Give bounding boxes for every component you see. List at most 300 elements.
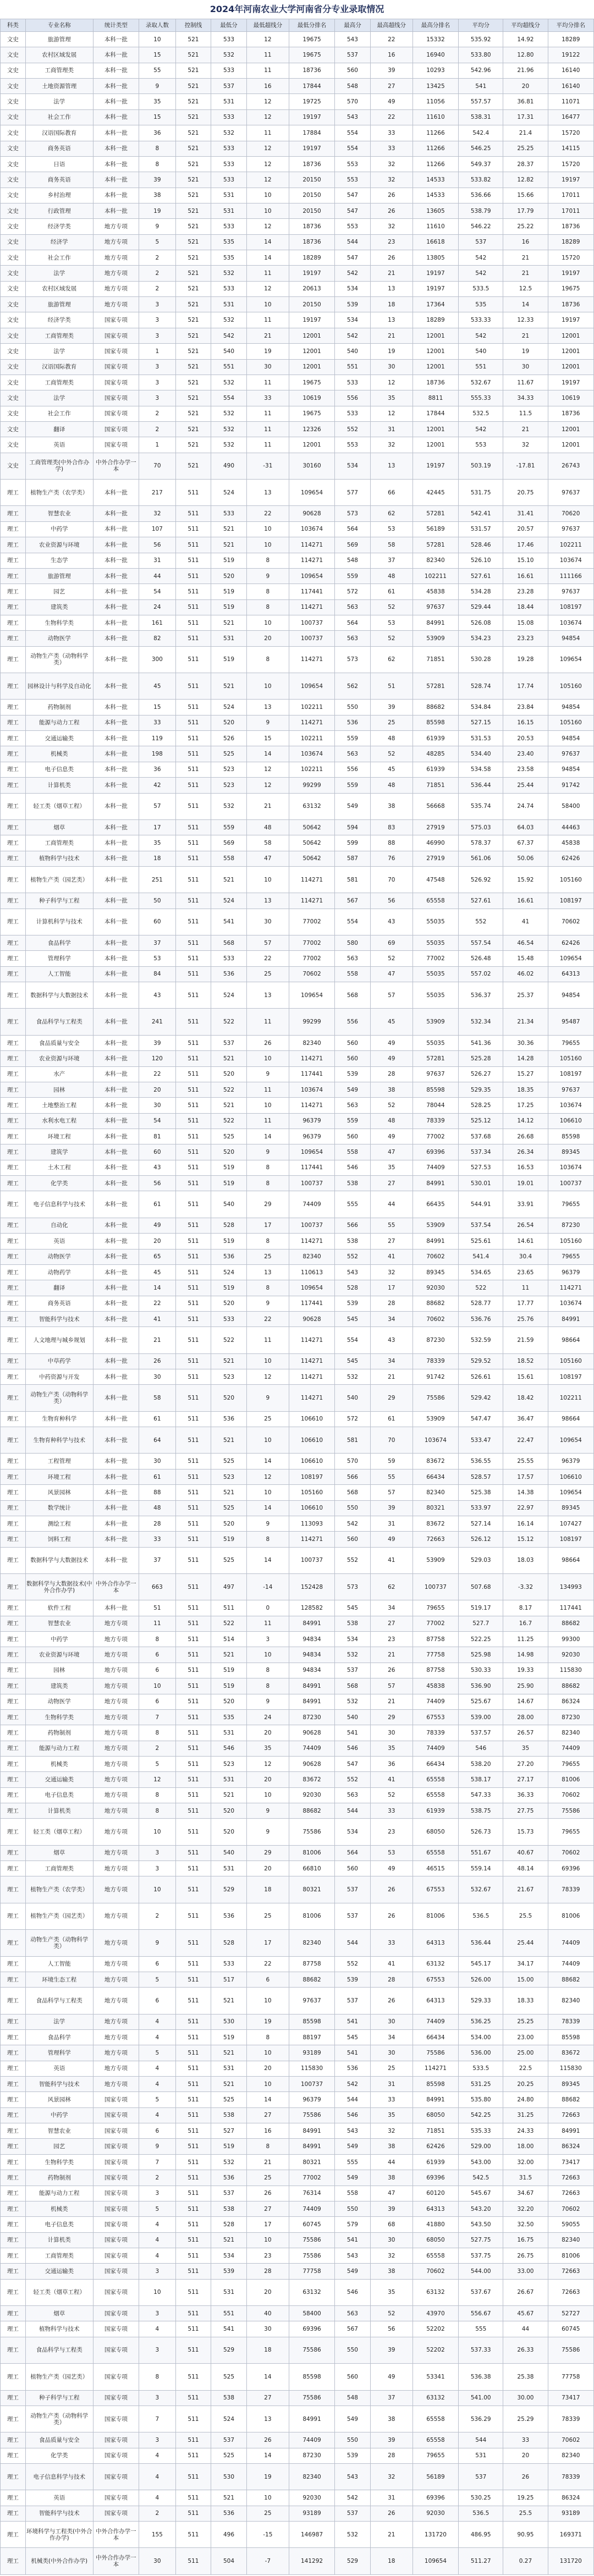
table-cell: 环境工程 bbox=[25, 1129, 93, 1144]
table-cell: 本科一批 bbox=[93, 909, 139, 935]
table-cell: 525.12 bbox=[459, 1113, 503, 1129]
table-cell: 543 bbox=[335, 2248, 371, 2264]
table-cell: 552 bbox=[335, 1547, 371, 1573]
table-cell: 511 bbox=[175, 584, 211, 599]
table-cell: 548 bbox=[335, 2390, 371, 2406]
table-cell: 地方专项 bbox=[93, 1647, 139, 1663]
table-cell: 511 bbox=[175, 1264, 211, 1280]
table-cell: 14 bbox=[246, 2448, 289, 2463]
table-cell: 538 bbox=[211, 2107, 247, 2123]
table-cell: 38 bbox=[370, 2170, 413, 2186]
table-cell: 本科一批 bbox=[93, 1009, 139, 1035]
table-cell: 11.25 bbox=[503, 1632, 548, 1647]
table-cell: 22 bbox=[139, 1066, 176, 1082]
table-cell: 67553 bbox=[413, 1876, 458, 1903]
table-cell: 57 bbox=[370, 1678, 413, 1694]
table-cell: 55035 bbox=[413, 982, 458, 1009]
table-cell: 44 bbox=[139, 568, 176, 584]
table-row bbox=[1, 1454, 594, 1469]
table-cell: 525 bbox=[211, 2092, 247, 2107]
table-cell: 544.00 bbox=[459, 2264, 503, 2279]
table-cell: 58 bbox=[370, 537, 413, 553]
table-cell: 511 bbox=[175, 2217, 211, 2232]
table-cell: 理工 bbox=[1, 1353, 26, 1369]
table-cell: 511 bbox=[175, 1234, 211, 1249]
table-cell: 中外合作办学一本 bbox=[93, 2548, 139, 2574]
table-row bbox=[1, 935, 594, 951]
table-cell: 本科一批 bbox=[93, 966, 139, 982]
table-cell: 15 bbox=[139, 47, 176, 63]
table-cell: 11 bbox=[246, 1113, 289, 1129]
table-cell: 115830 bbox=[548, 2061, 593, 2076]
table-cell: 82340 bbox=[289, 1249, 334, 1264]
table-row bbox=[1, 2490, 594, 2506]
table-cell: 511 bbox=[175, 1191, 211, 1218]
table-cell: 141292 bbox=[289, 2548, 334, 2574]
table-cell: 8 bbox=[139, 141, 176, 156]
table-cell: 529 bbox=[335, 2548, 371, 2574]
table-cell: 4 bbox=[139, 2463, 176, 2490]
table-cell: 21 bbox=[370, 266, 413, 281]
table-cell: 109654 bbox=[548, 1427, 593, 1454]
table-cell: 569 bbox=[335, 537, 371, 553]
table-cell: 511 bbox=[175, 1678, 211, 1694]
table-cell: 14 bbox=[246, 1454, 289, 1469]
table-cell: 89345 bbox=[548, 2077, 593, 2092]
table-cell: 532.5 bbox=[459, 406, 503, 421]
column-header: 平均分排名 bbox=[548, 19, 593, 32]
table-cell: 511 bbox=[175, 1427, 211, 1454]
table-row bbox=[1, 2390, 594, 2406]
table-row bbox=[1, 2321, 594, 2337]
table-cell: 45.67 bbox=[503, 2306, 548, 2321]
table-cell: 114271 bbox=[413, 2061, 458, 2076]
table-cell: 14 bbox=[246, 746, 289, 762]
table-cell: 理工 bbox=[1, 1454, 26, 1469]
table-cell: 526.27 bbox=[459, 1066, 503, 1082]
table-cell: 511 bbox=[175, 2321, 211, 2337]
table-cell: 70602 bbox=[548, 909, 593, 935]
table-cell: 农业资源与环境 bbox=[25, 1051, 93, 1066]
table-cell: -31 bbox=[246, 453, 289, 479]
table-row bbox=[1, 2406, 594, 2432]
table-cell: 本科一批 bbox=[93, 1411, 139, 1427]
table-cell: 26 bbox=[370, 1876, 413, 1903]
table-cell: 交通运输类 bbox=[25, 1772, 93, 1787]
table-cell: 人工智能 bbox=[25, 1956, 93, 1972]
table-cell: 521 bbox=[175, 453, 211, 479]
table-cell: 数据科学与大数据技术 bbox=[25, 1547, 93, 1573]
table-cell: 35 bbox=[139, 94, 176, 109]
table-cell: 45 bbox=[370, 762, 413, 777]
table-cell: 10 bbox=[246, 1988, 289, 2014]
table-cell: 53909 bbox=[413, 1547, 458, 1573]
table-cell: 532 bbox=[335, 1369, 371, 1385]
table-cell: 107427 bbox=[548, 1516, 593, 1531]
table-cell: 568 bbox=[335, 982, 371, 1009]
table-cell: 531 bbox=[459, 2448, 503, 2463]
table-cell: 21 bbox=[503, 421, 548, 437]
table-cell: 13 bbox=[370, 312, 413, 328]
table-cell: 4 bbox=[139, 2321, 176, 2337]
table-cell: 87758 bbox=[413, 1663, 458, 1678]
table-cell: 60745 bbox=[548, 2321, 593, 2337]
table-cell: 131720 bbox=[548, 2548, 593, 2574]
table-cell: 数据科学与大数据技术 bbox=[25, 982, 93, 1009]
table-cell: 地方专项 bbox=[93, 1876, 139, 1903]
table-cell: 理工 bbox=[1, 1600, 26, 1616]
table-cell: 28 bbox=[370, 1972, 413, 1987]
table-cell: 75586 bbox=[413, 1385, 458, 1411]
table-cell: 机械类 bbox=[25, 746, 93, 762]
table-cell: 490 bbox=[211, 453, 247, 479]
table-cell: 535.92 bbox=[459, 32, 503, 47]
table-cell: 4 bbox=[139, 2014, 176, 2029]
table-row bbox=[1, 2045, 594, 2061]
table-cell: 511 bbox=[175, 1725, 211, 1741]
table-cell: 环境工程 bbox=[25, 1469, 93, 1484]
table-cell: 经济学类 bbox=[25, 312, 93, 328]
table-cell: 99299 bbox=[289, 778, 334, 793]
table-cell: 本科一批 bbox=[93, 141, 139, 156]
table-cell: 24 bbox=[246, 1709, 289, 1725]
table-cell: 96379 bbox=[548, 1264, 593, 1280]
table-cell: 106610 bbox=[289, 1454, 334, 1469]
table-cell: 45 bbox=[370, 1009, 413, 1035]
table-cell: 534 bbox=[211, 2248, 247, 2264]
table-cell: 511 bbox=[175, 2170, 211, 2186]
table-cell: 理工 bbox=[1, 1876, 26, 1903]
column-header: 专业名称 bbox=[25, 19, 93, 32]
table-cell: 能源与动力工程 bbox=[25, 1741, 93, 1756]
table-cell: 地方专项 bbox=[93, 1632, 139, 1647]
table-cell: 社会工作 bbox=[25, 250, 93, 266]
table-row bbox=[1, 951, 594, 966]
table-cell: 521 bbox=[211, 2232, 247, 2248]
table-cell: 法学 bbox=[25, 2014, 93, 2029]
table-cell: 44 bbox=[370, 1191, 413, 1218]
table-cell: 547 bbox=[335, 1756, 371, 1771]
table-cell: 22 bbox=[246, 506, 289, 521]
table-cell: 511 bbox=[175, 1532, 211, 1547]
table-cell: 27919 bbox=[413, 819, 458, 835]
table-cell: 45838 bbox=[413, 584, 458, 599]
table-cell: 570 bbox=[335, 1454, 371, 1469]
table-cell: 568 bbox=[211, 935, 247, 951]
table-cell: 本科一批 bbox=[93, 746, 139, 762]
table-cell: 地方专项 bbox=[93, 2077, 139, 2092]
table-cell: 75586 bbox=[289, 2390, 334, 2406]
table-cell: 92030 bbox=[413, 2506, 458, 2521]
table-cell: 558 bbox=[335, 2186, 371, 2201]
table-row bbox=[1, 2201, 594, 2216]
table-cell: 理工 bbox=[1, 1411, 26, 1427]
table-cell: 14.28 bbox=[503, 1051, 548, 1066]
table-cell: 511 bbox=[175, 851, 211, 866]
table-cell: 555 bbox=[459, 2321, 503, 2337]
table-cell: 27.17 bbox=[503, 1772, 548, 1787]
table-cell: 93189 bbox=[289, 2506, 334, 2521]
table-row bbox=[1, 2107, 594, 2123]
table-cell: 70 bbox=[370, 1427, 413, 1454]
table-cell: 567 bbox=[335, 2321, 371, 2337]
table-cell: 本科一批 bbox=[93, 778, 139, 793]
table-cell: 3 bbox=[246, 1632, 289, 1647]
table-cell: 531 bbox=[211, 631, 247, 646]
table-cell: 47 bbox=[370, 2186, 413, 2201]
table-cell: 理工 bbox=[1, 1573, 26, 1600]
table-row bbox=[1, 437, 594, 453]
table-row bbox=[1, 631, 594, 646]
table-cell: 28 bbox=[370, 1296, 413, 1311]
column-header: 最高分 bbox=[335, 19, 371, 32]
table-cell: 542 bbox=[459, 421, 503, 437]
table-cell: 511 bbox=[175, 2279, 211, 2305]
table-cell: 70602 bbox=[289, 966, 334, 982]
table-cell: 511 bbox=[175, 746, 211, 762]
table-cell: 27.20 bbox=[503, 1756, 548, 1771]
table-cell: 536 bbox=[211, 2506, 247, 2521]
table-cell: 542 bbox=[335, 2490, 371, 2506]
table-cell: 本科一批 bbox=[93, 715, 139, 730]
table-cell: 23.23 bbox=[503, 631, 548, 646]
table-cell: 49 bbox=[370, 1051, 413, 1066]
table-cell: 97637 bbox=[548, 584, 593, 599]
table-cell: 本科一批 bbox=[93, 1485, 139, 1500]
table-cell: 22.5 bbox=[503, 2061, 548, 2076]
table-cell: 519 bbox=[211, 2029, 247, 2045]
table-cell: 理工 bbox=[1, 599, 26, 615]
table-cell: 511 bbox=[175, 2548, 211, 2574]
table-cell: 534 bbox=[335, 312, 371, 328]
table-row bbox=[1, 1903, 594, 1929]
table-cell: 128582 bbox=[289, 1600, 334, 1616]
table-cell: 本科一批 bbox=[93, 156, 139, 172]
table-cell: 100737 bbox=[289, 2077, 334, 2092]
table-cell: 26.67 bbox=[503, 2279, 548, 2305]
table-row bbox=[1, 1311, 594, 1326]
table-cell: 521 bbox=[211, 1647, 247, 1663]
table-cell: 519 bbox=[211, 1678, 247, 1694]
table-cell: 33 bbox=[139, 715, 176, 730]
table-cell: 35 bbox=[370, 2107, 413, 2123]
table-cell: 25.37 bbox=[503, 982, 548, 1009]
table-cell: 521 bbox=[175, 188, 211, 203]
table-cell: 511 bbox=[175, 1129, 211, 1144]
table-cell: 525 bbox=[211, 1547, 247, 1573]
table-cell: 533 bbox=[211, 1311, 247, 1326]
table-cell: 22 bbox=[370, 109, 413, 125]
table-cell: 31 bbox=[370, 2077, 413, 2092]
table-cell: 521 bbox=[175, 344, 211, 359]
table-cell: 中草药学 bbox=[25, 1353, 93, 1369]
table-cell: 533 bbox=[211, 506, 247, 521]
table-cell: 62 bbox=[370, 1573, 413, 1600]
table-cell: 工商管理类 bbox=[25, 835, 93, 851]
table-cell: 29 bbox=[246, 1845, 289, 1861]
table-cell: 4 bbox=[139, 2061, 176, 2076]
table-cell: 理工 bbox=[1, 1191, 26, 1218]
table-cell: 本科一批 bbox=[93, 172, 139, 188]
table-row bbox=[1, 1234, 594, 1249]
table-cell: 14.12 bbox=[503, 1113, 548, 1129]
table-cell: 理工 bbox=[1, 851, 26, 866]
table-cell: 81 bbox=[139, 1129, 176, 1144]
table-cell: 519 bbox=[211, 553, 247, 568]
table-cell: 32 bbox=[139, 506, 176, 521]
table-cell: 本科一批 bbox=[93, 1296, 139, 1311]
table-cell: 536.00 bbox=[459, 2045, 503, 2061]
table-cell: 10 bbox=[246, 673, 289, 700]
table-cell: 44 bbox=[503, 2321, 548, 2337]
table-cell: 521 bbox=[211, 1098, 247, 1113]
table-cell: 52202 bbox=[413, 2337, 458, 2363]
table-cell: 2 bbox=[139, 1741, 176, 1756]
table-cell: 药物制剂 bbox=[25, 2170, 93, 2186]
table-cell: 34 bbox=[370, 2029, 413, 2045]
table-cell: 20.57 bbox=[503, 521, 548, 537]
table-cell: 3 bbox=[139, 2306, 176, 2321]
table-cell: 102211 bbox=[289, 700, 334, 715]
table-cell: 532 bbox=[335, 2522, 371, 2548]
table-cell: 511 bbox=[175, 1469, 211, 1484]
table-cell: -3.32 bbox=[503, 1573, 548, 1600]
table-cell: 农村区域发展 bbox=[25, 47, 93, 63]
table-cell: 563 bbox=[335, 1098, 371, 1113]
table-cell: 100737 bbox=[289, 615, 334, 630]
table-cell: 511 bbox=[175, 1903, 211, 1929]
table-cell: 25.25 bbox=[503, 2014, 548, 2029]
table-cell: 本科一批 bbox=[93, 1191, 139, 1218]
table-cell: 地方专项 bbox=[93, 1903, 139, 1929]
table-cell: 22 bbox=[246, 1956, 289, 1972]
table-cell: 537 bbox=[335, 1663, 371, 1678]
table-cell: 理工 bbox=[1, 700, 26, 715]
table-cell: 559 bbox=[211, 819, 247, 835]
table-cell: 52202 bbox=[413, 2321, 458, 2337]
table-cell: 本科一批 bbox=[93, 537, 139, 553]
table-cell: 30 bbox=[370, 2045, 413, 2061]
table-cell: 27 bbox=[246, 2201, 289, 2216]
table-cell: 536.66 bbox=[459, 188, 503, 203]
table-cell: 81006 bbox=[548, 1903, 593, 1929]
table-cell: 理工 bbox=[1, 2186, 26, 2201]
table-cell: 74409 bbox=[413, 1741, 458, 1756]
table-cell: 550 bbox=[335, 700, 371, 715]
table-cell: 10 bbox=[139, 1876, 176, 1903]
table-cell: 546 bbox=[335, 1741, 371, 1756]
table-cell: 507.68 bbox=[459, 1573, 503, 1600]
table-cell: 20 bbox=[503, 2448, 548, 2463]
table-cell: 理工 bbox=[1, 1129, 26, 1144]
table-cell: 15.48 bbox=[503, 951, 548, 966]
table-cell: 40 bbox=[246, 2306, 289, 2321]
table-cell: 6 bbox=[139, 1956, 176, 1972]
table-cell: 种子科学与工程 bbox=[25, 2390, 93, 2406]
table-cell: 理工 bbox=[1, 1632, 26, 1647]
table-cell: 12001 bbox=[548, 421, 593, 437]
table-row bbox=[1, 2306, 594, 2321]
table-cell: 511 bbox=[175, 506, 211, 521]
table-cell: 61939 bbox=[413, 762, 458, 777]
table-row bbox=[1, 63, 594, 78]
table-cell: 18736 bbox=[289, 156, 334, 172]
table-cell: 131720 bbox=[413, 2522, 458, 2548]
table-cell: 511 bbox=[175, 673, 211, 700]
table-cell: 本科一批 bbox=[93, 1035, 139, 1050]
table-cell: 566 bbox=[335, 1469, 371, 1484]
table-cell: 542 bbox=[335, 328, 371, 343]
table-cell: 554 bbox=[335, 141, 371, 156]
table-cell: 546 bbox=[211, 1741, 247, 1756]
table-row bbox=[1, 219, 594, 234]
table-cell: 528 bbox=[211, 1218, 247, 1233]
table-cell: 18 bbox=[246, 2337, 289, 2363]
table-cell: 20 bbox=[246, 1772, 289, 1787]
table-cell: 542.96 bbox=[459, 63, 503, 78]
table-cell: 92030 bbox=[548, 1647, 593, 1663]
table-cell: 511 bbox=[175, 2092, 211, 2107]
table-cell: 9 bbox=[246, 1296, 289, 1311]
table-cell: 521 bbox=[175, 32, 211, 47]
table-cell: 531 bbox=[211, 94, 247, 109]
table-cell: 53909 bbox=[413, 1009, 458, 1035]
table-cell: 77002 bbox=[413, 1616, 458, 1631]
table-cell: 549 bbox=[335, 2139, 371, 2154]
table-cell: 511 bbox=[175, 1861, 211, 1876]
table-cell: 60 bbox=[139, 909, 176, 935]
table-cell: 549 bbox=[335, 793, 371, 819]
table-cell: 533 bbox=[211, 281, 247, 296]
table-cell: 理工 bbox=[1, 2506, 26, 2521]
table-cell: 83672 bbox=[548, 2045, 593, 2061]
table-cell: 10 bbox=[246, 1353, 289, 1369]
table-cell: 理工 bbox=[1, 778, 26, 793]
table-cell: 35 bbox=[246, 1741, 289, 1756]
table-cell: 663 bbox=[139, 1573, 176, 1600]
table-cell: 521 bbox=[211, 615, 247, 630]
table-cell: 本科一批 bbox=[93, 47, 139, 63]
table-cell: 国家专项 bbox=[93, 2092, 139, 2107]
table-cell: 77002 bbox=[413, 1129, 458, 1144]
table-cell: 49 bbox=[370, 1035, 413, 1050]
table-cell: 547.47 bbox=[459, 1411, 503, 1427]
table-cell: 524 bbox=[211, 480, 247, 506]
table-cell: 16477 bbox=[548, 109, 593, 125]
table-cell: 41 bbox=[370, 1249, 413, 1264]
table-cell: 文史 bbox=[1, 421, 26, 437]
table-cell: 本科一批 bbox=[93, 1264, 139, 1280]
table-cell: 10 bbox=[246, 2045, 289, 2061]
table-cell: 8 bbox=[246, 1678, 289, 1694]
table-cell: 56 bbox=[370, 2321, 413, 2337]
table-cell: 517 bbox=[211, 1972, 247, 1987]
table-cell: 24.33 bbox=[503, 2123, 548, 2139]
table-cell: 法学 bbox=[25, 344, 93, 359]
table-cell: 534.58 bbox=[459, 762, 503, 777]
table-cell: 46.54 bbox=[503, 935, 548, 951]
table-cell: 527.7 bbox=[459, 1616, 503, 1631]
table-cell: 27919 bbox=[413, 851, 458, 866]
table-cell: 84991 bbox=[289, 1678, 334, 1694]
table-cell: 12 bbox=[246, 32, 289, 47]
table-cell: 11 bbox=[246, 1616, 289, 1631]
table-cell: 26 bbox=[370, 1663, 413, 1678]
table-cell: 529 bbox=[211, 2337, 247, 2363]
table-cell: 58400 bbox=[289, 2306, 334, 2321]
table-cell: 26.54 bbox=[503, 1218, 548, 1233]
table-row bbox=[1, 2448, 594, 2463]
